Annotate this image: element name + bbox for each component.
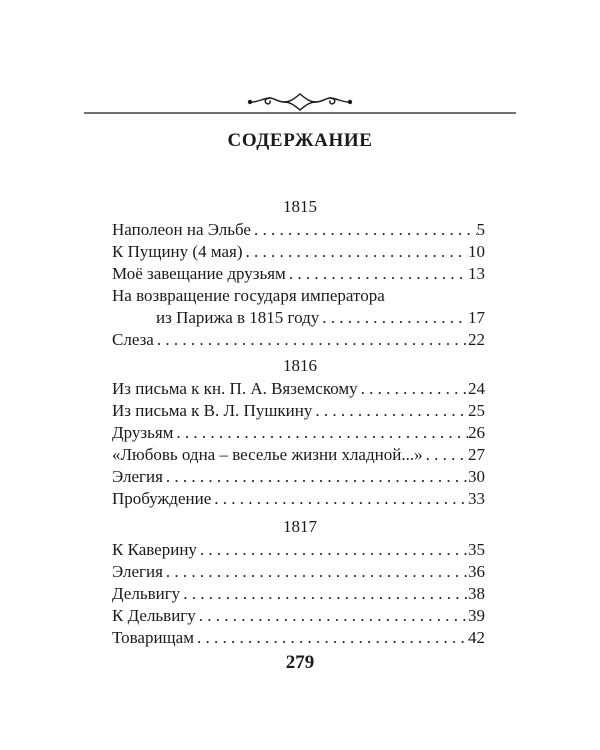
dot-leader	[286, 263, 468, 285]
dot-leader	[312, 400, 468, 422]
toc-entry-page: 25	[468, 401, 485, 420]
toc-entry-title: из Парижа в 1815 году	[156, 308, 320, 327]
section-year-1816: 1816	[283, 356, 317, 375]
toc-entry[interactable]	[112, 627, 485, 649]
toc-entry[interactable]	[112, 466, 485, 488]
toc-entry-page: 38	[468, 584, 485, 603]
dot-leader	[197, 539, 468, 561]
page-title: СОДЕРЖАНИЕ	[227, 130, 373, 151]
toc-entry[interactable]	[112, 378, 485, 400]
toc-entry-title: «Любовь одна – веселье жизни хладной...»	[112, 445, 423, 464]
toc-entry-title: Товарищам	[112, 628, 194, 647]
toc-entry-title: К Каверину	[112, 540, 197, 559]
dot-leader	[358, 378, 468, 400]
toc-entry-page: 30	[468, 467, 485, 486]
toc-entry[interactable]	[112, 329, 485, 351]
toc-entry[interactable]	[112, 605, 485, 627]
dot-leader	[173, 422, 468, 444]
toc-entry[interactable]	[112, 263, 485, 285]
page-number: 279	[285, 652, 315, 673]
dot-leader	[163, 466, 468, 488]
toc-entry-title: Моё завещание друзьям	[112, 264, 286, 283]
toc-entry-page: 13	[468, 264, 485, 283]
toc-entry[interactable]	[112, 561, 485, 583]
toc-entry[interactable]	[112, 219, 485, 241]
dot-leader	[319, 307, 468, 329]
toc-entry-title: Пробуждение	[112, 489, 212, 508]
dot-leader	[180, 583, 468, 605]
toc-entry-page: 24	[468, 379, 485, 398]
toc-entry[interactable]	[112, 400, 485, 422]
dot-leader	[196, 605, 468, 627]
dot-leader	[194, 627, 468, 649]
toc-entry-page: 27	[468, 445, 485, 464]
toc-entry-title: Наполеон на Эльбе	[112, 220, 251, 239]
toc-list-1816	[112, 378, 485, 510]
toc-entry-page: 10	[468, 242, 485, 261]
dot-leader	[423, 444, 468, 466]
toc-entry-title: Элегия	[112, 467, 163, 486]
toc-entry-page: 35	[468, 540, 485, 559]
toc-entry[interactable]	[112, 285, 485, 329]
toc-entry[interactable]	[112, 583, 485, 605]
toc-entry-page: 39	[468, 606, 485, 625]
section-year-1817: 1817	[283, 517, 317, 536]
dot-leader	[242, 241, 468, 263]
toc-entry-title: К Дельвигу	[112, 606, 196, 625]
dot-leader	[251, 219, 477, 241]
toc-entry-page: 33	[468, 489, 485, 508]
toc-entry-page: 36	[468, 562, 485, 581]
toc-entry[interactable]	[112, 488, 485, 510]
toc-entry-page: 22	[468, 330, 485, 349]
dot-leader	[154, 329, 468, 351]
toc-entry-page: 26	[468, 423, 485, 442]
dot-leader	[163, 561, 468, 583]
dot-leader	[211, 488, 468, 510]
toc-entry-page: 42	[468, 628, 485, 647]
toc-entry[interactable]	[112, 422, 485, 444]
toc-entry-title: Из письма к В. Л. Пушкину	[112, 401, 313, 420]
toc-entry-title: Друзьям	[112, 423, 174, 442]
toc-entry-title: Из письма к кн. П. А. Вяземскому	[112, 379, 358, 398]
toc-entry-page: 17	[468, 308, 485, 327]
flourish-ornament-icon	[84, 88, 516, 118]
toc-entry[interactable]	[112, 444, 485, 466]
toc-list-1817	[112, 539, 485, 649]
toc-entry-title: Элегия	[112, 562, 163, 581]
toc-entry-title: К Пущину (4 мая)	[112, 242, 243, 261]
toc-list-1815	[112, 219, 485, 351]
toc-entry-title-first-line: На возвращение государя императора	[112, 286, 385, 305]
section-year-1815: 1815	[283, 197, 317, 216]
toc-entry-title: Дельвигу	[112, 584, 181, 603]
toc-entry-page: 5	[476, 220, 485, 239]
toc-entry[interactable]	[112, 241, 485, 263]
toc-entry[interactable]	[112, 539, 485, 561]
toc-entry-title: Слеза	[112, 330, 154, 349]
